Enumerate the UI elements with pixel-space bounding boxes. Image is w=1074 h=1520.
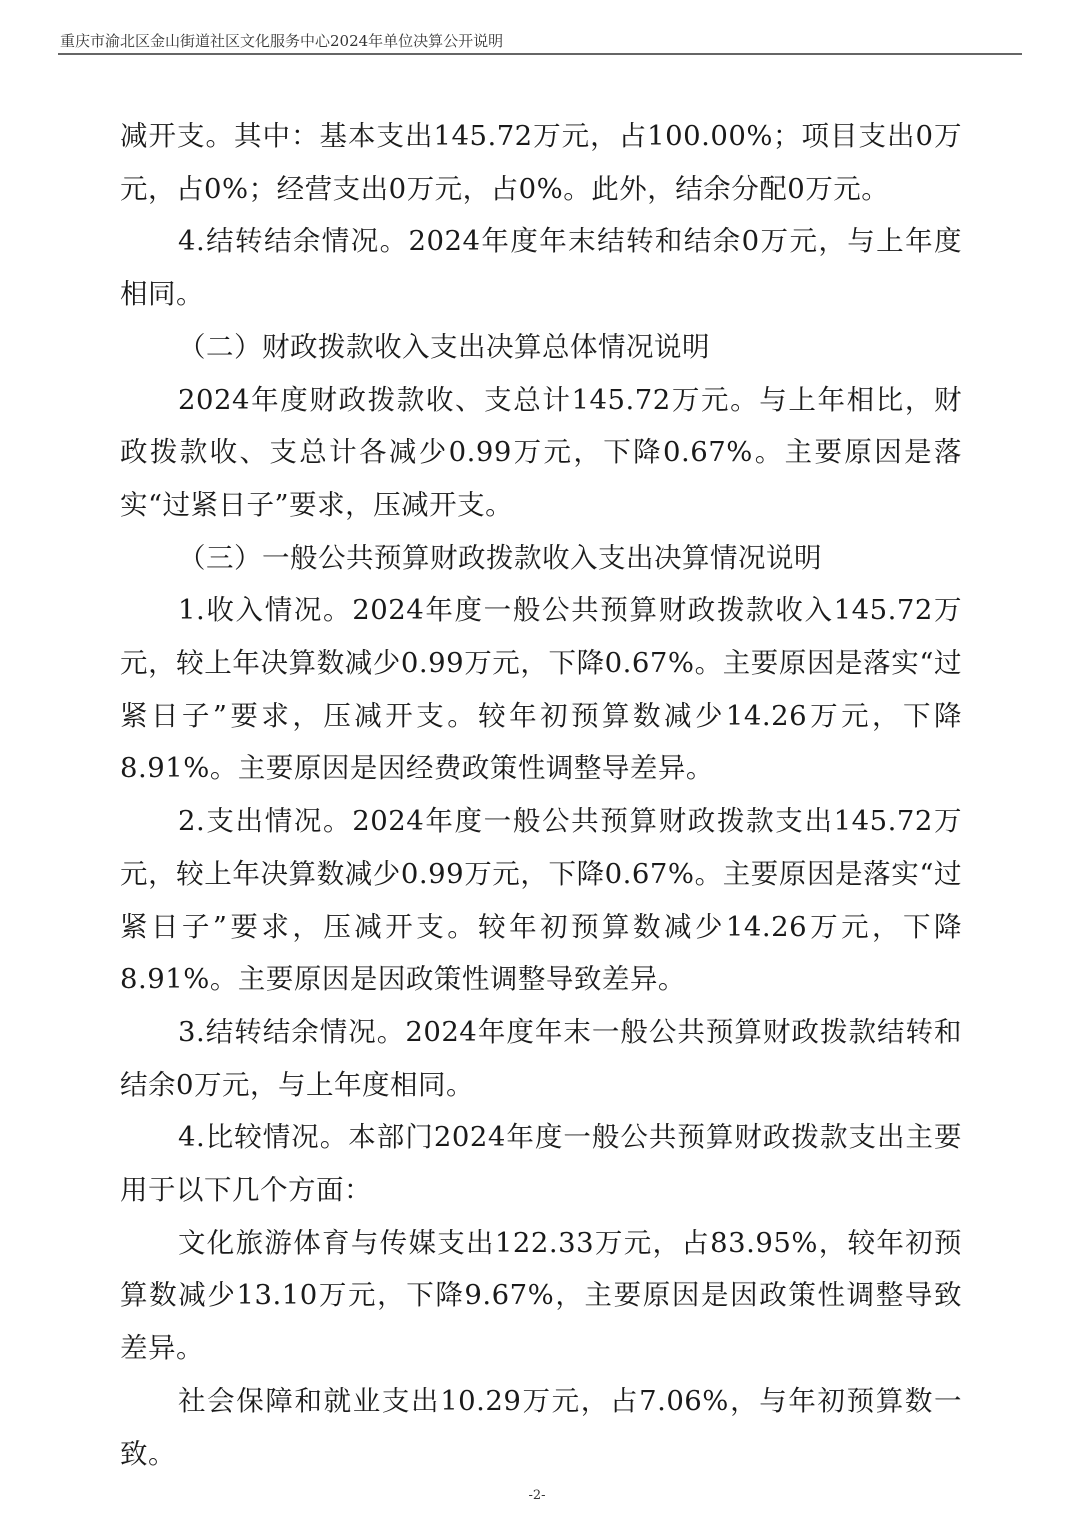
paragraph-fiscal-total: 2024年度财政拨款收、支总计145.72万元。与上年相比，财政拨款收、支总计各减少0.99万元，下降0.67%。主要原因是落实“过紧日子”要求，压减开支。 [120,383,962,521]
document-body [120,110,962,1480]
paragraph-carryover-balance: 4.结转结余情况。2024年度年末结转和结余0万元，与上年度相同。 [120,225,962,311]
paragraph-comparison: 4.比较情况。本部门2024年度一般公共预算财政拨款支出主要用于以下几个方面： [120,1121,962,1207]
paragraph-general-carryover: 3.结转结余情况。2024年度年末一般公共预算财政拨款结转和结余0万元，与上年度相同。 [120,1015,962,1101]
page-number: -2- [528,1488,546,1503]
paragraph-social-security: 社会保障和就业支出10.29万元，占7.06%，与年初预算数一致。 [120,1384,962,1470]
paragraph-income: 1.收入情况。2024年度一般公共预算财政拨款收入145.72万元，较上年决算数减少0.99万元，下降0.67%。主要原因是落实“过紧日子”要求，压减开支。较年初预算数减少14.26万元，下降8.91%。主要原因是因经费政策性调整导差异。 [120,594,962,785]
paragraph-expenditure: 2.支出情况。2024年度一般公共预算财政拨款支出145.72万元，较上年决算数减少0.99万元，下降0.67%。主要原因是落实“过紧日子”要求，压减开支。较年初预算数减少14.26万元，下降8.91%。主要原因是因政策性调整导致差异。 [120,805,962,996]
section-heading-general-budget: （三）一般公共预算财政拨款收入支出决算情况说明 [178,541,822,574]
section-heading-fiscal-overall: （二）财政拨款收入支出决算总体情况说明 [178,330,710,363]
header-divider [58,53,1022,55]
paragraph-continuation: 减开支。其中：基本支出145.72万元，占100.00%；项目支出0万元，占0%；经营支出0万元，占0%。此外，结余分配0万元。 [120,120,962,205]
page-header-title: 重庆市渝北区金山街道社区文化服务中心2024年单位决算公开说明 [60,32,504,50]
paragraph-culture-tourism: 文化旅游体育与传媒支出122.33万元，占83.95%，较年初预算数减少13.10万元，下降9.67%，主要原因是因政策性调整导致差异。 [120,1226,962,1365]
